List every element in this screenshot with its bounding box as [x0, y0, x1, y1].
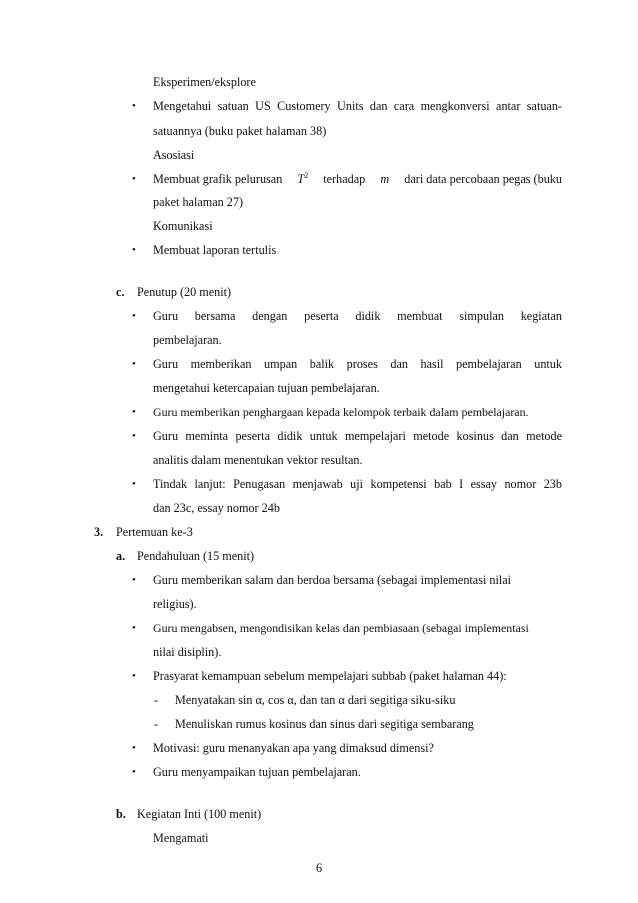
- text-segment: Membuat grafik pelurusan: [153, 172, 283, 186]
- section-marker: b.: [116, 807, 126, 821]
- dash-marker: -: [154, 693, 159, 707]
- text-line: satuannya (buku paket halaman 38): [153, 124, 327, 138]
- text-line: Guru mengabsen, mengondisikan kelas dan pembiasaan (sebagai implementasi: [153, 621, 529, 635]
- text-line: analitis dalam menentukan vektor resultan.: [153, 453, 363, 467]
- text-line: Eksperimen/eksplore: [153, 75, 256, 89]
- superscript: 2: [304, 170, 309, 180]
- section-title: Pendahuluan (15 menit): [137, 549, 255, 563]
- bullet-icon: •: [132, 430, 136, 442]
- text-line: Motivasi: guru menanyakan apa yang dimaksud dimensi?: [153, 741, 434, 755]
- section-title: Pertemuan ke-3: [116, 525, 193, 539]
- bullet-icon: •: [132, 406, 136, 418]
- variable-m: m: [380, 172, 390, 186]
- text-line: religius).: [153, 597, 197, 611]
- text-line: Menuliskan rumus kosinus dan sinus dari segitiga sembarang: [175, 717, 474, 731]
- text-line: nilai disiplin).: [153, 645, 222, 659]
- page-number: 6: [315, 861, 323, 875]
- bullet-icon: •: [132, 622, 136, 634]
- text-line: mengetahui ketercapaian tujuan pembelajaran.: [153, 381, 380, 395]
- section-marker: a.: [116, 549, 126, 563]
- text-line: Asosiasi: [153, 148, 195, 162]
- text-line: Tindak lanjut: Penugasan menjawab uji kompetensi bab I essay nomor 23b: [153, 477, 562, 491]
- text-line: dan 23c, essay nomor 24b: [153, 501, 280, 515]
- text-line: paket halaman 27): [153, 195, 244, 209]
- bullet-icon: •: [132, 742, 136, 754]
- bullet-icon: •: [132, 358, 136, 370]
- bullet-icon: •: [132, 670, 136, 682]
- section-marker: c.: [116, 285, 125, 299]
- text-line: Komunikasi: [153, 219, 213, 233]
- text-line: Menyatakan sin α, cos α, dan tan α dari segitiga siku-siku: [175, 693, 456, 707]
- text-line-formula: [153, 171, 562, 187]
- text-line: Guru memberikan umpan balik proses dan hasil pembelajaran untuk: [153, 357, 562, 371]
- section-title: Kegiatan Inti (100 menit): [137, 807, 262, 821]
- text-line: Guru bersama dengan peserta didik membuat simpulan kegiatan: [153, 309, 562, 323]
- variable-t: T: [297, 172, 305, 186]
- text-line: Guru meminta peserta didik untuk mempelajari metode kosinus dan metode: [153, 429, 562, 443]
- text-line: Mengetahui satuan US Customery Units dan cara mengkonversi antar satuan-: [153, 99, 562, 113]
- section-title: Penutup (20 menit): [137, 285, 232, 299]
- bullet-icon: •: [132, 173, 136, 185]
- text-line: Mengamati: [153, 831, 209, 845]
- text-line: pembelajaran.: [153, 333, 222, 347]
- text-line: Guru memberikan penghargaan kepada kelompok terbaik dalam pembelajaran.: [153, 405, 529, 419]
- bullet-icon: •: [132, 574, 136, 586]
- bullet-icon: •: [132, 766, 136, 778]
- bullet-icon: •: [132, 100, 136, 112]
- text-line: Guru menyampaikan tujuan pembelajaran.: [153, 765, 361, 779]
- bullet-icon: •: [132, 310, 136, 322]
- formula-t-squared: [297, 171, 308, 187]
- section-marker: 3.: [94, 525, 104, 539]
- text-line: Membuat laporan tertulis: [153, 243, 277, 257]
- bullet-icon: •: [132, 478, 136, 490]
- dash-marker: -: [154, 717, 159, 731]
- text-segment: dari data percobaan pegas (buku: [404, 172, 562, 186]
- text-line: Prasyarat kemampuan sebelum mempelajari subbab (paket halaman 44):: [153, 669, 507, 683]
- bullet-icon: •: [132, 244, 136, 256]
- text-line: Guru memberikan salam dan berdoa bersama (sebagai implementasi nilai: [153, 573, 512, 587]
- text-segment: terhadap: [323, 172, 366, 186]
